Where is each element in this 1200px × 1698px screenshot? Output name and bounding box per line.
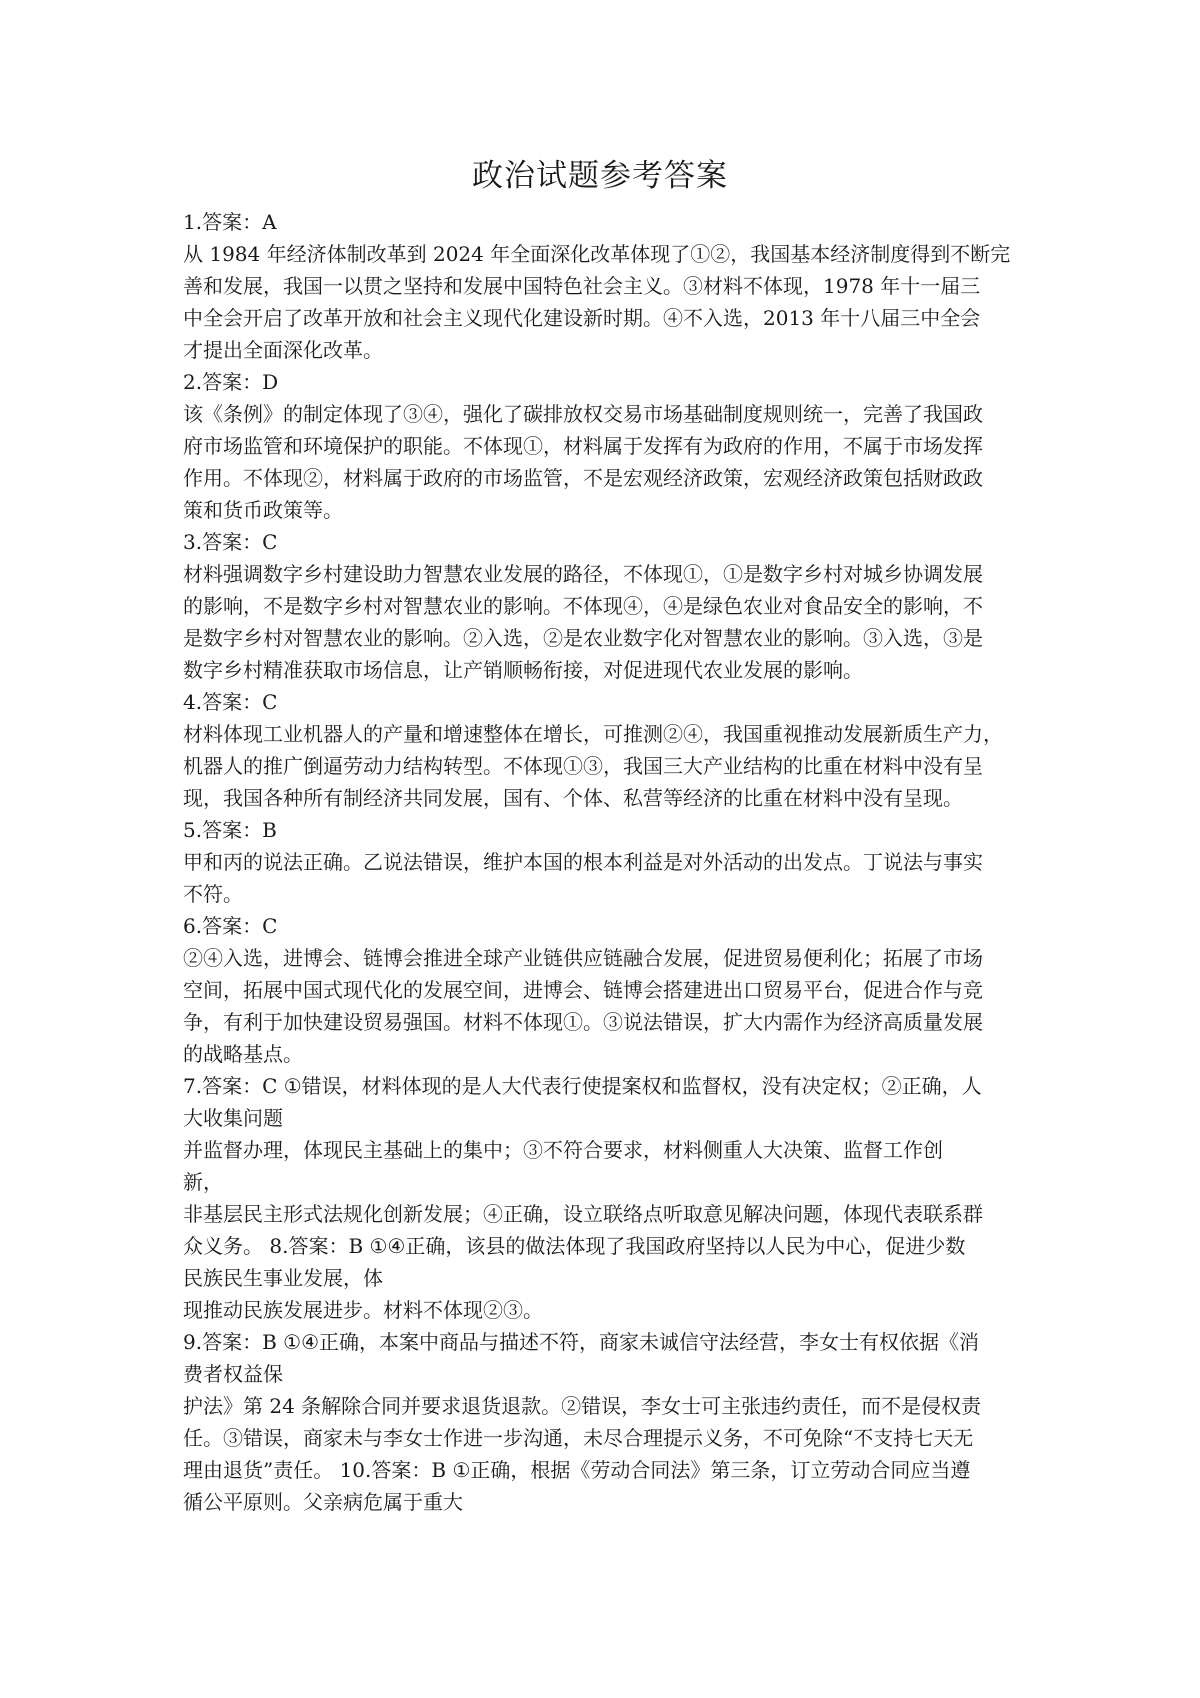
- text-line: 甲和丙的说法正确。乙说法错误，维护本国的根本利益是对外活动的出发点。丁说法与事实: [183, 850, 983, 874]
- text-line: 策和货币政策等。: [183, 498, 343, 522]
- text-line: 现，我国各种所有制经济共同发展，国有、个体、私营等经济的比重在材料中没有呈现。: [183, 786, 963, 810]
- text-line: 才提出全面深化改革。: [183, 338, 383, 362]
- text-line: 的战略基点。: [183, 1042, 303, 1066]
- text-line: 作用。不体现②，材料属于政府的市场监管，不是宏观经济政策，宏观经济政策包括财政政: [183, 466, 983, 490]
- text-line: 府市场监管和环境保护的职能。不体现①，材料属于发挥有为政府的作用，不属于市场发挥: [183, 434, 983, 458]
- text-line: 大收集问题: [183, 1106, 283, 1130]
- text-line: 任。③错误，商家未与李女士作进一步沟通，未尽合理提示义务，不可免除“不支持七天无: [183, 1426, 974, 1450]
- text-line: 7.答案：C ①错误，材料体现的是人大代表行使提案权和监督权，没有决定权；②正确，人: [183, 1074, 982, 1098]
- text-line: 非基层民主形式法规化创新发展；④正确，设立联络点听取意见解决问题，体现代表联系群: [183, 1202, 983, 1226]
- page-title: 政治试题参考答案: [472, 158, 728, 194]
- text-line: 循公平原则。父亲病危属于重大: [183, 1490, 463, 1514]
- text-line: 争，有利于加快建设贸易强国。材料不体现①。③说法错误，扩大内需作为经济高质量发展: [183, 1010, 983, 1034]
- text-line: 现推动民族发展进步。材料不体现②③。: [183, 1298, 543, 1322]
- text-line: 不符。: [183, 882, 243, 906]
- text-line: 机器人的推广倒逼劳动力结构转型。不体现①③，我国三大产业结构的比重在材料中没有呈: [183, 754, 983, 778]
- text-line: 该《条例》的制定体现了③④，强化了碳排放权交易市场基础制度规则统一，完善了我国政: [183, 402, 983, 426]
- text-line: 从 1984 年经济体制改革到 2024 年全面深化改革体现了①②，我国基本经济制度得到不断完: [183, 242, 1011, 266]
- text-line: 材料强调数字乡村建设助力智慧农业发展的路径，不体现①，①是数字乡村对城乡协调发展: [183, 562, 983, 586]
- text-line: 数字乡村精准获取市场信息，让产销顺畅衔接，对促进现代农业发展的影响。: [183, 658, 863, 682]
- text-line: 3.答案：C: [183, 530, 278, 554]
- text-line: 费者权益保: [183, 1362, 283, 1386]
- text-line: 并监督办理，体现民主基础上的集中；③不符合要求，材料侧重人大决策、监督工作创: [183, 1138, 943, 1162]
- text-line: 护法》第 24 条解除合同并要求退货退款。②错误，李女士可主张违约责任，而不是侵权责: [183, 1394, 982, 1418]
- text-line: 众义务。 8.答案：B ①④正确，该县的做法体现了我国政府坚持以人民为中心，促进少数: [183, 1234, 966, 1258]
- text-line: 理由退货”责任。 10.答案：B ①正确，根据《劳动合同法》第三条，订立劳动合同应当遵: [183, 1458, 971, 1482]
- text-line: 新，: [183, 1170, 223, 1194]
- text-line: 空间，拓展中国式现代化的发展空间，进博会、链博会搭建进出口贸易平台，促进合作与竞: [183, 978, 983, 1002]
- text-line: 民族民生事业发展，体: [183, 1266, 383, 1290]
- text-line: 1.答案：A: [183, 210, 277, 234]
- text-line: 6.答案：C: [183, 914, 278, 938]
- text-line: 2.答案：D: [183, 370, 279, 394]
- text-line: 善和发展，我国一以贯之坚持和发展中国特色社会主义。③材料不体现，1978 年十一届三: [183, 274, 981, 298]
- text-line: 的影响，不是数字乡村对智慧农业的影响。不体现④，④是绿色农业对食品安全的影响，不: [183, 594, 983, 618]
- text-line: 9.答案：B ①④正确，本案中商品与描述不符，商家未诚信守法经营，李女士有权依据《消: [183, 1330, 979, 1354]
- text-line: 是数字乡村对智慧农业的影响。②入选，②是农业数字化对智慧农业的影响。③入选，③是: [183, 626, 983, 650]
- text-line: 4.答案：C: [183, 690, 278, 714]
- answer-body: [183, 206, 1033, 1518]
- text-line: 5.答案：B: [183, 818, 277, 842]
- text-line: 中全会开启了改革开放和社会主义现代化建设新时期。④不入选，2013 年十八届三中全会: [183, 306, 981, 330]
- text-line: ②④入选，进博会、链博会推进全球产业链供应链融合发展，促进贸易便利化；拓展了市场: [183, 946, 983, 970]
- text-line: 材料体现工业机器人的产量和增速整体在增长，可推测②④，我国重视推动发展新质生产力，: [183, 722, 1003, 746]
